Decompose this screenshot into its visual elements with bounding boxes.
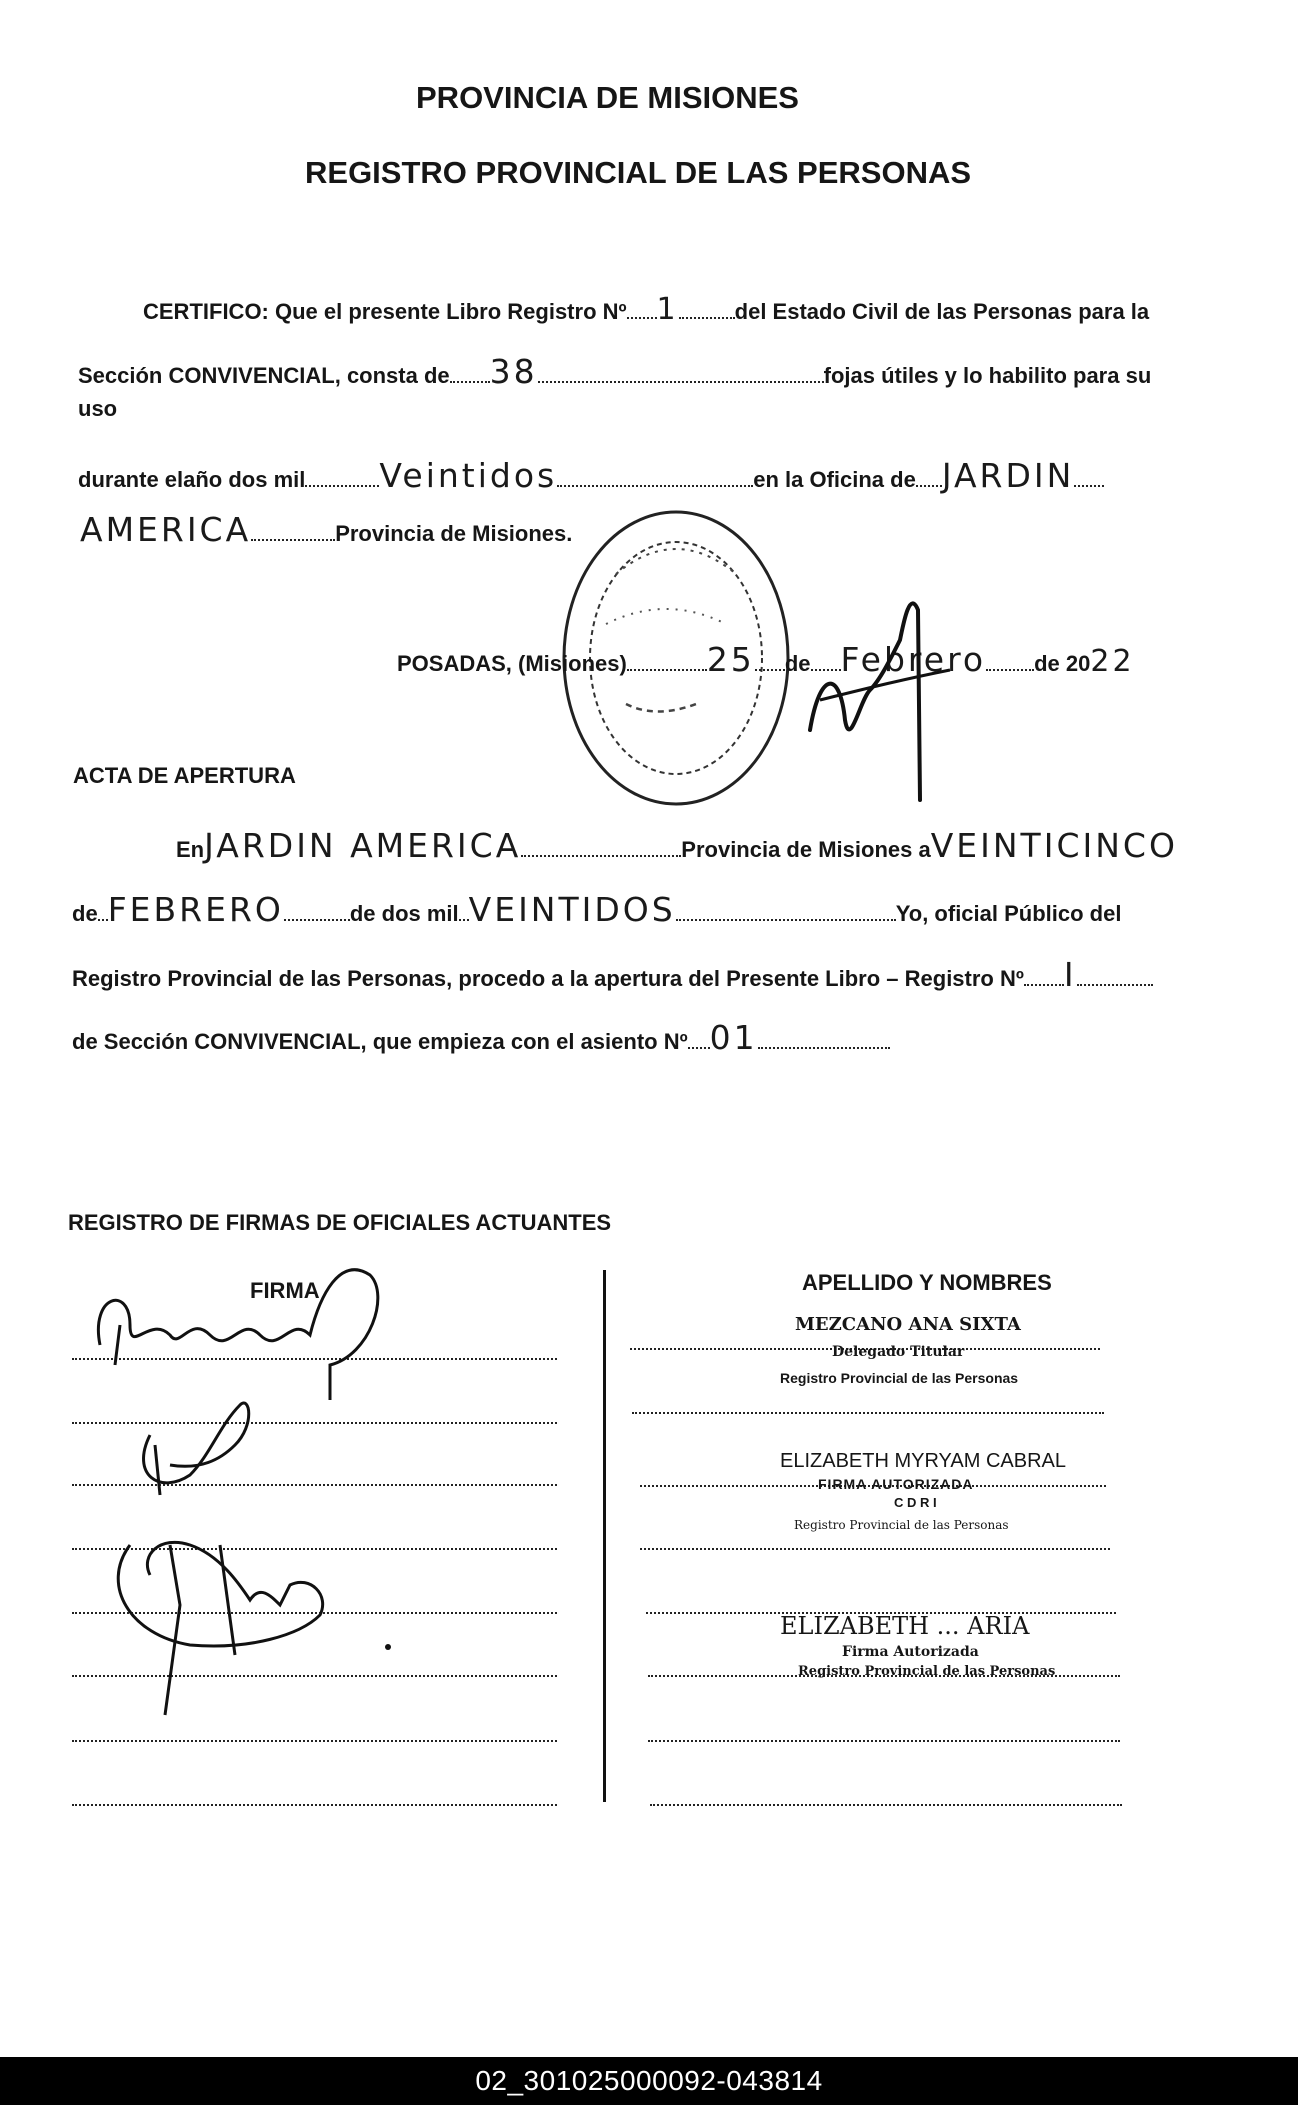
col-firma: FIRMA <box>250 1278 320 1303</box>
cert-office-2: AMERICA <box>80 510 252 549</box>
official-3-role: Firma Autorizada <box>842 1644 979 1660</box>
col-nombres: APELLIDO Y NOMBRES <box>802 1270 1052 1295</box>
nombre-line <box>640 1548 1110 1550</box>
apertura-province-label: Provincia de Misiones a <box>681 837 931 862</box>
apertura-official-label: Yo, oficial Público del <box>895 901 1122 926</box>
cert-month: Febrero <box>840 640 987 679</box>
cert-day: 25 <box>706 640 755 679</box>
apertura-entry-label: de Sección CONVIVENCIAL, que empieza con el asiento Nº <box>72 1029 688 1054</box>
apertura-dos-mil-label: de dos mil <box>349 901 459 926</box>
column-divider <box>603 1270 606 1802</box>
official-3-office: Registro Provincial de las Personas <box>798 1664 1056 1679</box>
official-2-role: FIRMA AUTORIZADA <box>818 1476 974 1492</box>
apertura-month: FEBRERO <box>107 890 284 929</box>
apertura-year: VEINTIDOS <box>468 890 676 929</box>
cert-line-1 <box>143 292 1149 327</box>
certifying-signature <box>800 580 1000 810</box>
cert-year-label: durante elaño dos mil <box>78 467 306 492</box>
province-title: PROVINCIA DE MISIONES <box>416 80 799 115</box>
apertura-line-3 <box>72 955 1153 994</box>
apertura-place: JARDIN AMERICA <box>204 826 522 865</box>
cert-book-number: 1 <box>656 292 679 327</box>
cert-date-line <box>397 640 1135 679</box>
official-2-name: ELIZABETH MYRYAM CABRAL <box>780 1450 1066 1472</box>
official-3-name: ELIZABETH ... ARIA <box>780 1612 1030 1640</box>
official-2-unit: C D R I <box>894 1495 937 1510</box>
official-1-office: Registro Provincial de las Personas <box>780 1370 1019 1386</box>
apertura-line-2 <box>72 890 1121 929</box>
apertura-book: I <box>1063 955 1077 994</box>
cert-office-1: JARDIN <box>941 456 1075 495</box>
official-2-office: Registro Provincial de las Personas <box>794 1518 1009 1532</box>
cert-office-label: en la Oficina de <box>753 467 916 492</box>
cert-city-label: POSADAS, (Misiones) <box>397 651 627 676</box>
apertura-entry: 01 <box>709 1018 758 1057</box>
apertura-registry-text: Registro Provincial de las Personas, procedo a la apertura del Presente Libro – Registro Nº <box>72 966 1024 991</box>
firma-line <box>72 1740 557 1742</box>
cert-book-label: CERTIFICO: Que el presente Libro Registro Nº <box>143 299 627 324</box>
firmas-heading: REGISTRO DE FIRMAS DE OFICIALES ACTUANTES <box>68 1210 612 1235</box>
cert-line-5 <box>80 510 572 549</box>
nombre-line <box>648 1740 1120 1742</box>
cert-year: Veintidos <box>379 456 558 495</box>
firma-line <box>72 1804 557 1806</box>
officials-signatures <box>70 1255 440 1735</box>
cert-folios-suffix: fojas útiles y lo habilito para su <box>823 363 1152 388</box>
cert-civil-state-label: del Estado Civil de las Personas para la <box>734 299 1150 324</box>
official-1-role: Delegado Titular <box>832 1344 965 1360</box>
cert-line-2 <box>78 352 1151 391</box>
cert-year-digits: 22 <box>1090 644 1135 679</box>
cert-year-prefix: de 20 <box>1034 651 1091 676</box>
apertura-line-1 <box>176 826 1178 865</box>
footer-bar <box>0 2057 1298 2105</box>
apertura-line-4 <box>72 1018 890 1057</box>
apertura-day: VEINTICINCO <box>930 826 1178 865</box>
cert-province-label: Provincia de Misiones. <box>335 521 573 546</box>
cert-line-4 <box>78 456 1104 495</box>
cert-folios: 38 <box>489 352 538 391</box>
registry-title: REGISTRO PROVINCIAL DE LAS PERSONAS <box>305 155 972 190</box>
nombre-line <box>632 1412 1104 1414</box>
cert-uso: uso <box>78 396 118 421</box>
document-code: 02_301025000092-043814 <box>475 2065 823 2096</box>
nombre-line <box>650 1804 1122 1806</box>
cert-de-label: de <box>784 651 811 676</box>
apertura-heading: ACTA DE APERTURA <box>73 763 296 788</box>
official-1-name: MEZCANO ANA SIXTA <box>795 1314 1021 1335</box>
apertura-de-label: de <box>72 901 98 926</box>
apertura-en-label: En <box>176 837 205 862</box>
cert-section-label: Sección CONVIVENCIAL, consta de <box>78 363 450 388</box>
